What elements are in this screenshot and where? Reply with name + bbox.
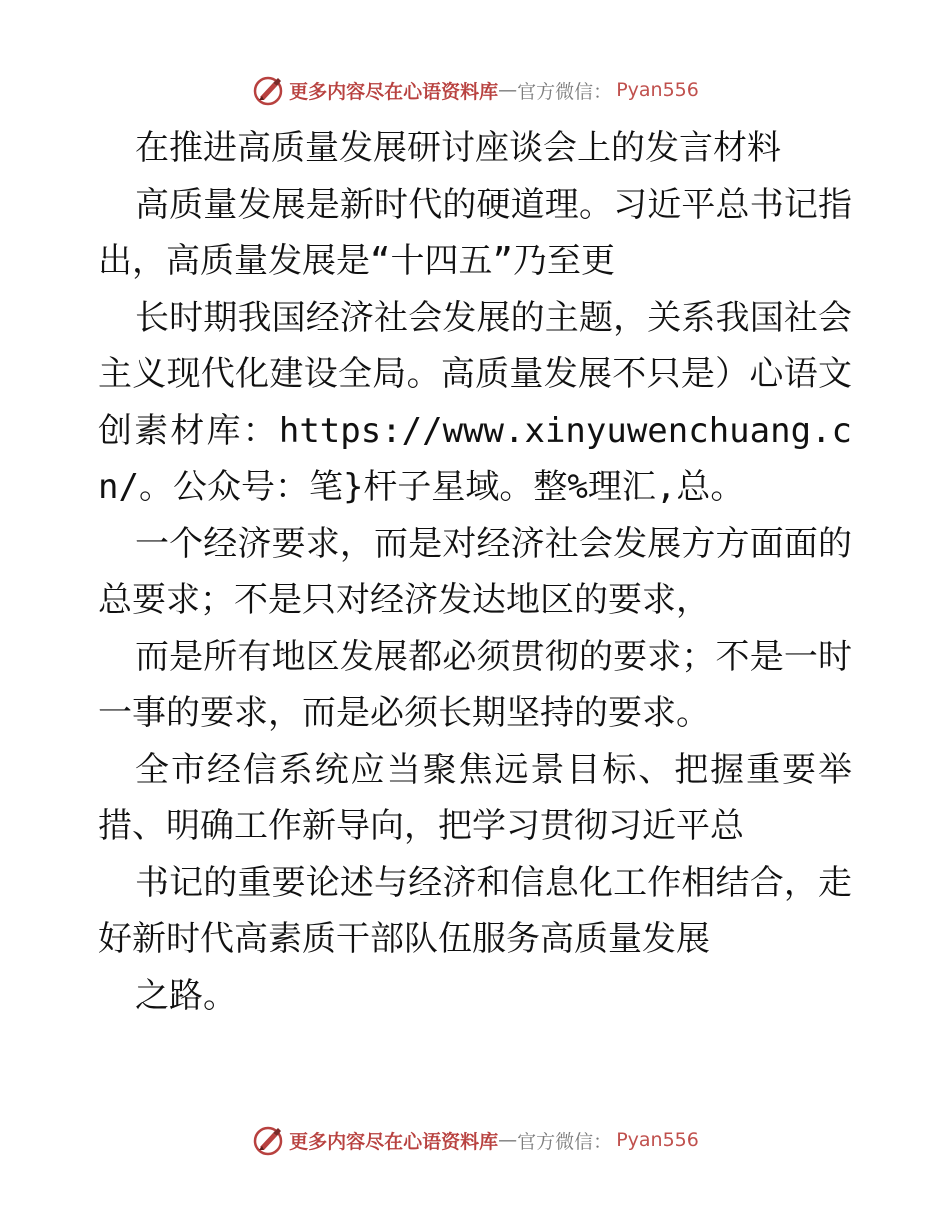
paragraph: 之路。 <box>135 975 237 1016</box>
watermark-banner-bottom <box>0 1122 950 1158</box>
paragraph: 一个经济要求，而是对经济社会发展方方面面的总要求；不是只对经济发达地区的要求， <box>98 523 852 620</box>
paragraph: 书记的重要论述与经济和信息化工作相结合，走好新时代高素质干部队伍服务高质量发展 <box>98 862 852 959</box>
watermark-dash: — <box>498 1129 518 1151</box>
document-title: 在推进高质量发展研讨座谈会上的发言材料 <box>135 128 781 168</box>
paragraph: 全市经信系统应当聚焦远景目标、把握重要举措、明确工作新导向，把学习贯彻习近平总 <box>98 749 852 846</box>
watermark-wechat-label: 官方微信： <box>517 1130 613 1153</box>
paragraph: 而是所有地区发展都必须贯彻的要求；不是一时一事的要求，而是必须长期坚持的要求。 <box>98 636 852 733</box>
watermark-wechat-label: 官方微信： <box>517 80 613 103</box>
brush-pen-icon <box>251 73 285 107</box>
watermark-dash: — <box>498 79 518 101</box>
watermark-wechat-id: Pyan556 <box>616 1129 699 1151</box>
watermark-site-text: 更多内容尽在心语资料库 <box>289 80 499 103</box>
watermark-wechat-id: Pyan556 <box>616 79 699 101</box>
document-body <box>98 120 852 1024</box>
brush-pen-icon <box>251 1123 285 1157</box>
watermark-banner-top <box>0 72 950 108</box>
watermark-site-text: 更多内容尽在心语资料库 <box>289 1130 499 1153</box>
paragraph: 长时期我国经济社会发展的主题，关系我国社会主义现代化建设全局。高质量发展不只是）心语文创素材库：https://www.xinyuwenchuang.cn/。公众号：笔}杆子星域。整%理汇,总。 <box>98 297 852 507</box>
paragraph: 高质量发展是新时代的硬道理。习近平总书记指出，高质量发展是“十四五”乃至更 <box>98 184 852 281</box>
